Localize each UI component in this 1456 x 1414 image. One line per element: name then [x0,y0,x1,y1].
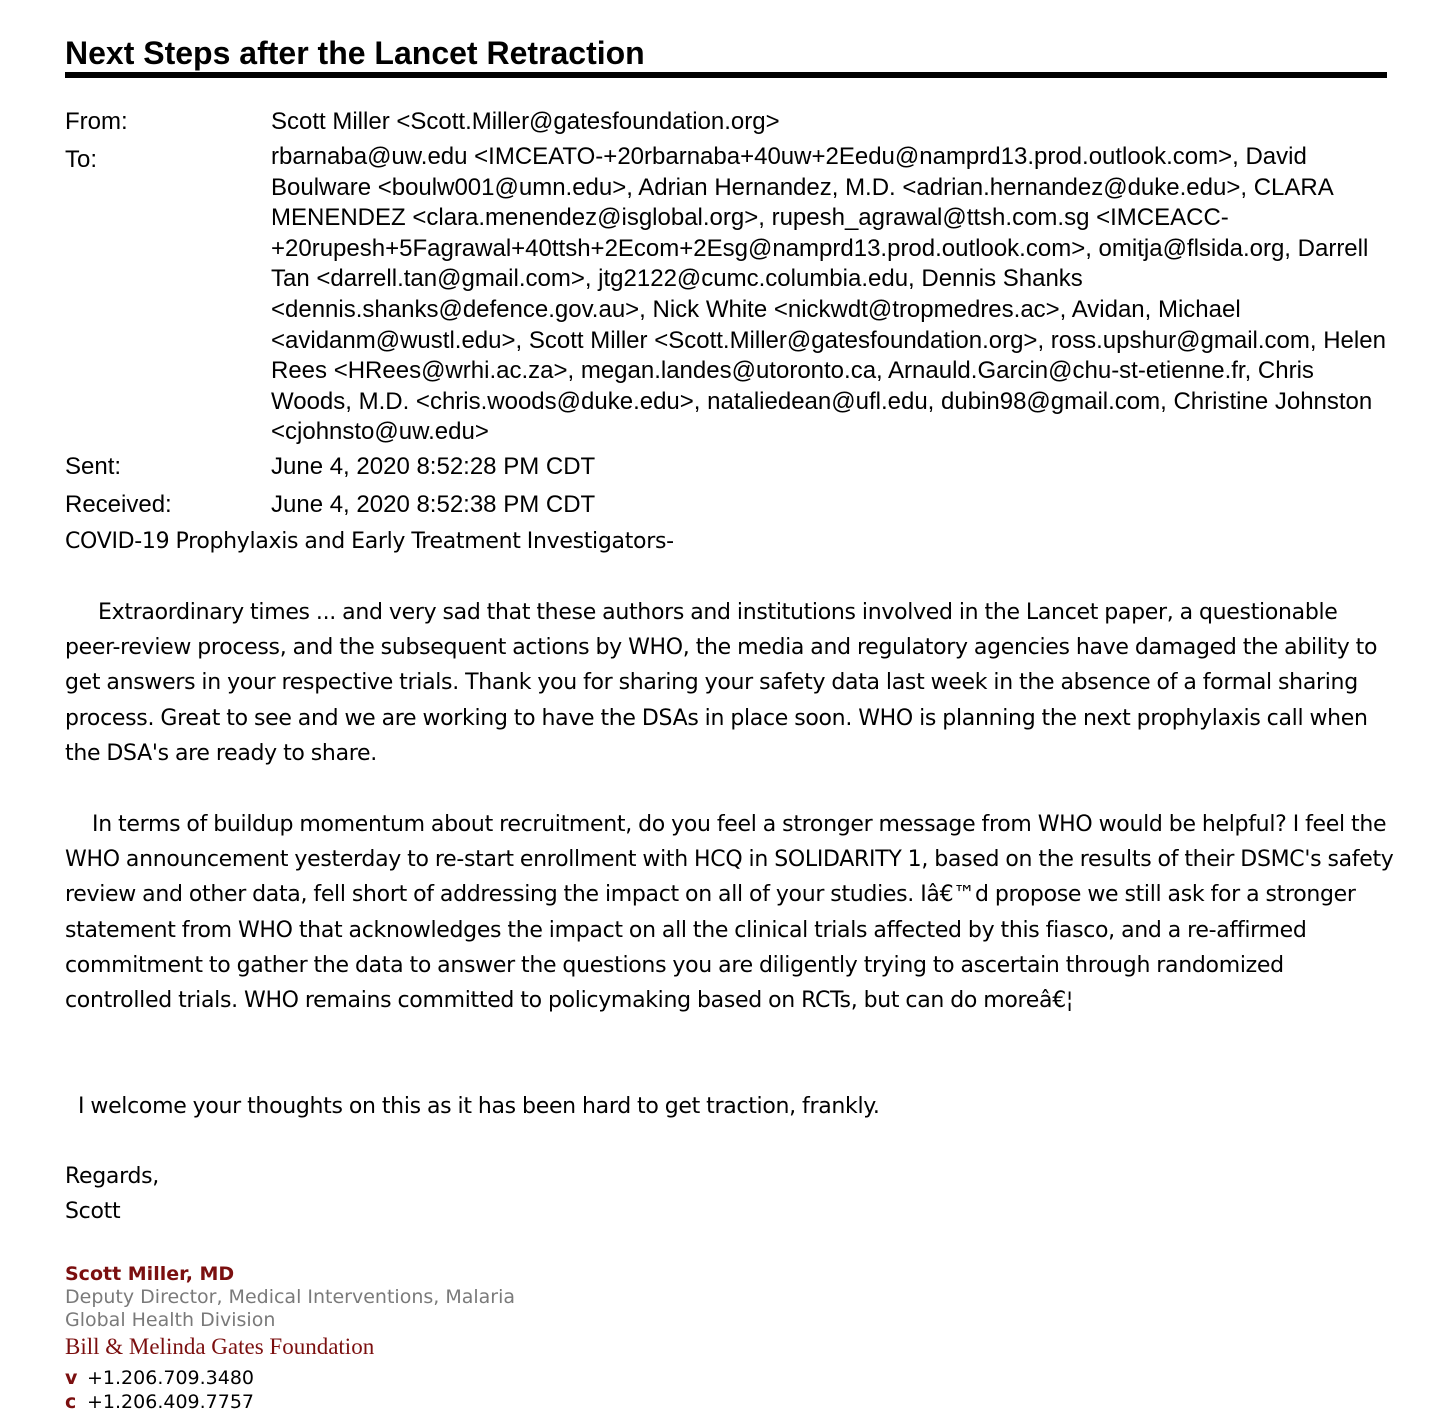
signature-title-line-2: Global Health Division [65,1309,276,1331]
subject-divider [65,72,1387,78]
received-label: Received: [65,491,172,518]
from-label: From: [65,108,128,135]
signature-title-line-1: Deputy Director, Medical Interventions, Malaria [65,1286,516,1308]
sent-value: June 4, 2020 8:52:28 PM CDT [271,453,596,480]
signature-name: Scott Miller, MD [65,1263,235,1285]
signature-phone-1 [65,1366,765,1390]
phone-1-number: +1.206.709.3480 [87,1367,255,1389]
signature-phone-2 [65,1390,765,1414]
body-salutation: COVID-19 Prophylaxis and Early Treatment Investigators- [65,529,674,554]
from-value: Scott Miller <Scott.Miller@gatesfoundation.org> [271,108,780,135]
phone-1-label: v [65,1367,78,1389]
received-value: June 4, 2020 8:52:38 PM CDT [271,491,596,518]
email-subject: Next Steps after the Lancet Retraction [65,35,645,71]
body-paragraph-2: In terms of buildup momentum about recruitment, do you feel a stronger message from WHO would be helpful? I feel the WHO announcement yesterday to re-start enrollment with HCQ in SOLIDARITY 1, based on the results of their DSMC's safety review and other data, fell short of addressing the impact on all of your studies. Iâ€™d propose we still ask for a stronger statement from WHO that acknowledges the impact on all the clinical trials affected by this fiasco, and a re-affirmed commitment to gather the data to answer the questions you are diligently trying to ascertain through randomized controlled trials. WHO remains committed to policymaking based on RCTs, but can do moreâ€¦ [65,812,1394,1014]
phone-2-label: c [65,1391,77,1413]
body-closing [65,1159,1395,1229]
closing-regards: Regards, [65,1164,159,1189]
signature-organization: Bill & Melinda Gates Foundation [65,1334,375,1359]
signature-title [65,1286,765,1332]
to-value: rbarnaba@uw.edu <IMCEATO-+20rbarnaba+40uw+2Eedu@namprd13.prod.outlook.com>, David Boulware <boulw001@umn.edu>, Adrian Hernandez, M.D. <adrian.hernandez@duke.edu>, CLARA MENENDEZ <clara.menendez@isglobal.org>, rupesh_agrawal@ttsh.com.sg <IMCEACC-+20rupesh+5Fagrawal+40ttsh+2Ecom+2Esg@namprd13.prod.outlook.com>, omitja@flsida.org, Darrell Tan <darrell.tan@gmail.com>, jtg2122@cumc.columbia.edu, Dennis Shanks <dennis.shanks@defence.gov.au>, Nick White <nickwdt@tropmedres.ac>, Avidan, Michael <avidanm@wustl.edu>, Scott Miller <Scott.Miller@gatesfoundation.org>, ross.upshur@gmail.com, Helen Rees <HRees@wrhi.ac.za>, megan.landes@utoronto.ca, Arnauld.Garcin@chu-st-etienne.fr, Chris Woods, M.D. <chris.woods@duke.edu>, nataliedean@ufl.edu, dubin98@gmail.com, Christine Johnston <cjohnsto@uw.edu> [271,143,1386,446]
body-paragraph-3: I welcome your thoughts on this as it has been hard to get traction, frankly. [78,1094,880,1119]
body-paragraph-1: Extraordinary times ... and very sad that these authors and institutions involved in the Lancet paper, a questionable peer-review process, and the subsequent actions by WHO, the media and regulatory agencies have damaged the ability to get answers in your respective trials. Thank you for sharing your safety data last week in the absence of a formal sharing process. Great to see and we are working to have the DSAs in place soon. WHO is planning the next prophylaxis call when the DSA's are ready to share. [65,600,1378,766]
to-label: To: [65,146,98,173]
sent-label: Sent: [65,453,122,480]
closing-signoff: Scott [65,1199,121,1224]
phone-2-number: +1.206.409.7757 [87,1391,255,1413]
